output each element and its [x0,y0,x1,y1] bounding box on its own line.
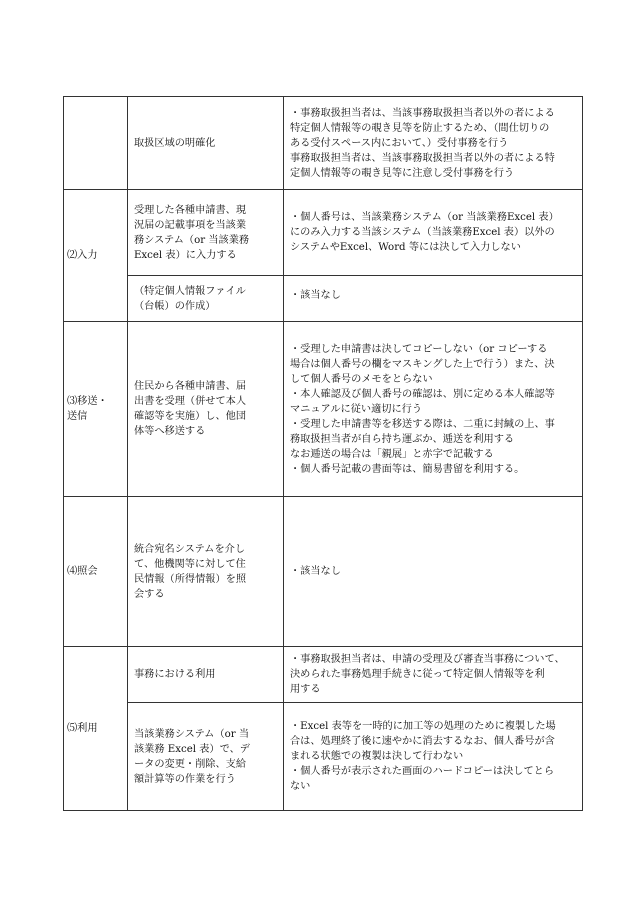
task-cell [128,190,284,276]
measure-cell [284,497,583,647]
measure-text: ある受付スペース内において、）受付事務を行う [290,137,509,149]
measure-text: にのみ入力する当該システム（当該業務Excel 表）以外の [290,227,555,238]
category-cell [64,647,128,811]
task-text: ータの変更・削除、支給 [134,758,247,770]
task-cell [128,497,284,647]
task-text: て、他機関等に対して住 [134,558,246,570]
table-row [64,322,583,497]
task-text: Excel 表）に入力する [134,249,237,261]
task-cell [128,647,284,703]
task-cell [128,97,284,190]
measure-text: 決められた事務処理手続きに従って特定個人情報等を利 [290,669,545,680]
table-row [64,497,583,647]
table-row [64,190,583,276]
measure-text: ・個人番号は、当該業務システム（or 当該業務Excel 表） [290,212,559,223]
measure-cell [284,322,583,497]
table-row [64,276,583,322]
measure-text: ・該当なし [290,566,341,577]
task-cell [128,322,284,497]
category-label: ⑵入力 [67,250,98,261]
measure-text: ・受理した申請書等を移送する際は、二重に封緘の上、事 [290,418,555,430]
task-text: 事務における利用 [134,669,216,680]
task-text: 会する [134,588,165,600]
measure-text: 場合は個人番号の欄をマスキングした上で行う）また、決 [290,358,555,370]
category-cell [64,322,128,497]
category-cell [64,497,128,647]
task-cell [128,703,284,811]
measure-text: ・該当なし [290,290,341,301]
category-cell [64,97,128,190]
measure-text: システムやExcel、Word 等には決して入力しない [290,242,521,253]
table-row [64,647,583,703]
task-cell [128,276,284,322]
task-text: 出書を受理（併せて本人 [134,396,247,407]
measure-text: ・事務取扱担当者は、申請の受理及び審査当事務について、 [290,654,565,665]
measure-text: なお逓送の場合は「親展」と赤字で記載する [290,448,494,460]
measure-text: 務取扱担当者が自ら持ち運ぶか、逓送を利用する [290,433,515,445]
measure-cell [284,647,583,703]
measure-cell [284,276,583,322]
measure-text: ・個人番号記載の書面等は、簡易書留を利用する。 [290,463,525,475]
task-text: （台帳）の作成） [134,300,216,312]
category-label: ⑸利用 [67,723,98,734]
table-row [64,703,583,811]
task-text: 確認等を実施）し、他団 [134,411,247,422]
measure-text: 用する [290,684,321,695]
measure-text: ・受理した申請書は決してコピーしない（or コピーする [290,343,548,355]
measure-text: 特定個人情報等の覗き見等を防止するため、（間仕切りの [290,122,550,134]
measure-cell [284,97,583,190]
measure-text: ・Excel 表等を一時的に加工等の処理のために複製した場 [290,721,556,732]
measure-text: ・事務取扱担当者は、当該事務取扱担当者以外の者による [290,107,555,119]
measure-text: 事務取扱担当者は、当該事務取扱担当者以外の者による特 [290,152,555,164]
task-text: 務システム（or 当該業務 [134,234,250,246]
measure-text: 定個人情報等の覗き見等に注意し受付事務を行う [290,167,515,179]
category-label: 送信 [67,411,88,422]
measure-cell [284,703,583,811]
category-cell [64,190,128,322]
task-text: 住民から各種申請書、届 [134,381,247,392]
measure-cell [284,190,583,276]
task-text: 額計算等の作業を行う [134,773,236,785]
task-text: 況届の記載事項を当該業 [134,219,247,231]
category-label: ⑷照会 [67,566,98,577]
measure-text: ・個人番号が表示された画面のハードコピーは決してとら [290,766,555,777]
measure-text: マニュアルに従い適切に行う [290,403,423,415]
task-text: 統合宛名システムを介し [134,543,246,555]
task-text: 取扱区域の明確化 [134,137,216,149]
measures-table [63,96,583,811]
task-text: 受理した各種申請書、現 [134,204,247,216]
task-text: 民情報（所得情報）を照 [134,573,247,585]
task-text: （特定個人情報ファイル [134,285,246,297]
measure-text: まれる状態での複製は決して行わない [290,751,464,762]
measure-text: ない [290,781,311,792]
table-row [64,97,583,190]
measure-text: 合は、処理終了後に速やかに消去するなお、個人番号が含 [290,736,555,747]
task-text: 体等へ移送する [134,426,206,437]
category-label: ⑶移送・ [67,396,108,407]
measure-text: して個人番号のメモをとらない [290,373,433,385]
task-text: 該業務 Excel 表）で、デ [134,743,250,755]
measure-text: ・本人確認及び個人番号の確認は、別に定める本人確認等 [290,388,555,400]
task-text: 当該業務システム（or 当 [134,728,250,740]
